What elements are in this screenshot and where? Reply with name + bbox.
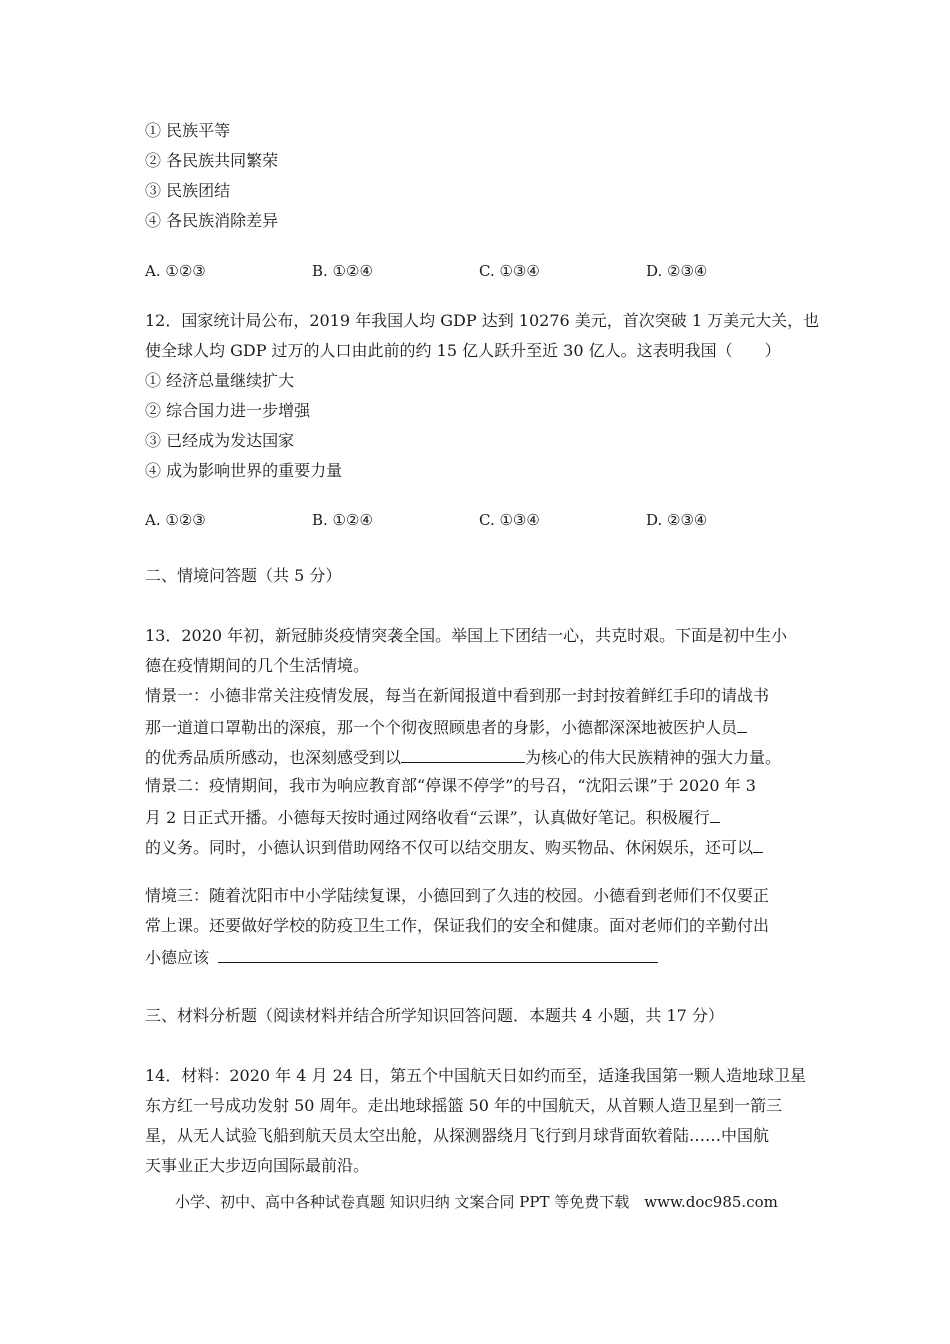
section-3-title: 三、材料分析题（阅读材料并结合所学知识回答问题．本题共 4 小题，共 17 分）: [145, 1006, 724, 1025]
q12-stem-line-2: 使全球人均 GDP 过万的人口由此前的约 15 亿人跃升至近 30 亿人。这表明我国（ ）: [145, 341, 781, 360]
q12-option-b: B. ①②④: [312, 511, 373, 529]
q14-line-2: 东方红一号成功发射 50 周年。走出地球摇篮 50 年的中国航天，从首颗人造卫星到一箭三: [145, 1096, 783, 1115]
q14-line-3: 星，从无人试验飞船到航天员太空出舱，从探测器绕月飞行到月球背面软着陆……中国航: [145, 1126, 770, 1145]
q11-item-2: ② 各民族共同繁荣: [145, 151, 279, 170]
q11-option-a: A. ①②③: [145, 262, 206, 280]
q13-line-1: 13．2020 年初，新冠肺炎疫情突袭全国。举国上下团结一心，共克时艰。下面是初中生小: [145, 626, 788, 645]
section-2-title: 二、情境问答题（共 5 分）: [145, 566, 342, 585]
q13-scenario-1-line-1: 情景一：小德非常关注疫情发展，每当在新闻报道中看到那一封封按着鲜红手印的请战书: [145, 686, 770, 705]
q13-scenario-2-line-1: 情景二：疫情期间，我市为响应教育部“停课不停学”的号召，“沈阳云课”于 2020 年 3: [145, 776, 756, 795]
q13-scenario-1-line-3: [145, 746, 781, 768]
answer-blank-4[interactable]: [753, 836, 763, 853]
q12-stem-line-1: 12．国家统计局公布，2019 年我国人均 GDP 达到 10276 美元，首次突破 1 万美元大关，也: [145, 311, 820, 330]
q11-item-4: ④ 各民族消除差异: [145, 211, 279, 230]
q13-scenario-1-line-2-text: 那一道道口罩勒出的深痕，那一个个彻夜照顾患者的身影，小德都深深地被医护人员: [145, 718, 738, 737]
q13-scenario-2-line-2-text: 月 2 日正式开播。小德每天按时通过网络收看“云课”，认真做好笔记。积极履行: [145, 808, 710, 827]
q13-scenario-2-line-3: [145, 836, 763, 858]
q12-option-d: D. ②③④: [646, 511, 708, 529]
q13-scenario-2-line-3-text: 的义务。同时，小德认识到借助网络不仅可以结交朋友、购买物品、休闲娱乐，还可以: [145, 838, 754, 857]
q13-scenario-1-line-3a: 的优秀品质所感动，也深刻感受到以: [145, 748, 402, 767]
answer-blank-2[interactable]: [401, 746, 525, 763]
page-footer: 小学、初中、高中各种试卷真题 知识归纳 文案合同 PPT 等免费下载 www.doc985.com: [175, 1193, 778, 1211]
q14-line-1: 14．材料：2020 年 4 月 24 日，第五个中国航天日如约而至，适逢我国第一颗人造地球卫星: [145, 1066, 807, 1085]
answer-blank-3[interactable]: [710, 806, 720, 823]
q13-scenario-3-line-3-text: 小德应该: [145, 948, 210, 967]
q12-option-c: C. ①③④: [479, 511, 540, 529]
q13-scenario-1-line-3b: 为核心的伟大民族精神的强大力量。: [525, 748, 782, 767]
q13-scenario-3-line-2: 常上课。还要做好学校的防疫卫生工作，保证我们的安全和健康。面对老师们的辛勤付出: [145, 916, 770, 935]
q12-item-3: ③ 已经成为发达国家: [145, 431, 295, 450]
q12-option-a: A. ①②③: [145, 511, 206, 529]
q11-item-1: ① 民族平等: [145, 121, 231, 140]
q13-scenario-3-line-3: [145, 946, 658, 968]
answer-blank-5[interactable]: [218, 946, 658, 963]
q11-item-3: ③ 民族团结: [145, 181, 231, 200]
q14-line-4: 天事业正大步迈向国际最前沿。: [145, 1156, 370, 1175]
q12-item-1: ① 经济总量继续扩大: [145, 371, 295, 390]
q11-option-d: D. ②③④: [646, 262, 708, 280]
q11-option-b: B. ①②④: [312, 262, 373, 280]
q13-line-2: 德在疫情期间的几个生活情境。: [145, 656, 370, 675]
q12-item-4: ④ 成为影响世界的重要力量: [145, 461, 343, 480]
q11-option-c: C. ①③④: [479, 262, 540, 280]
q13-scenario-2-line-2: [145, 806, 720, 828]
answer-blank-1[interactable]: [737, 716, 747, 733]
q12-item-2: ② 综合国力进一步增强: [145, 401, 311, 420]
q13-scenario-3-line-1: 情境三：随着沈阳市中小学陆续复课，小德回到了久违的校园。小德看到老师们不仅要正: [145, 886, 770, 905]
q13-scenario-1-line-2: [145, 716, 747, 738]
